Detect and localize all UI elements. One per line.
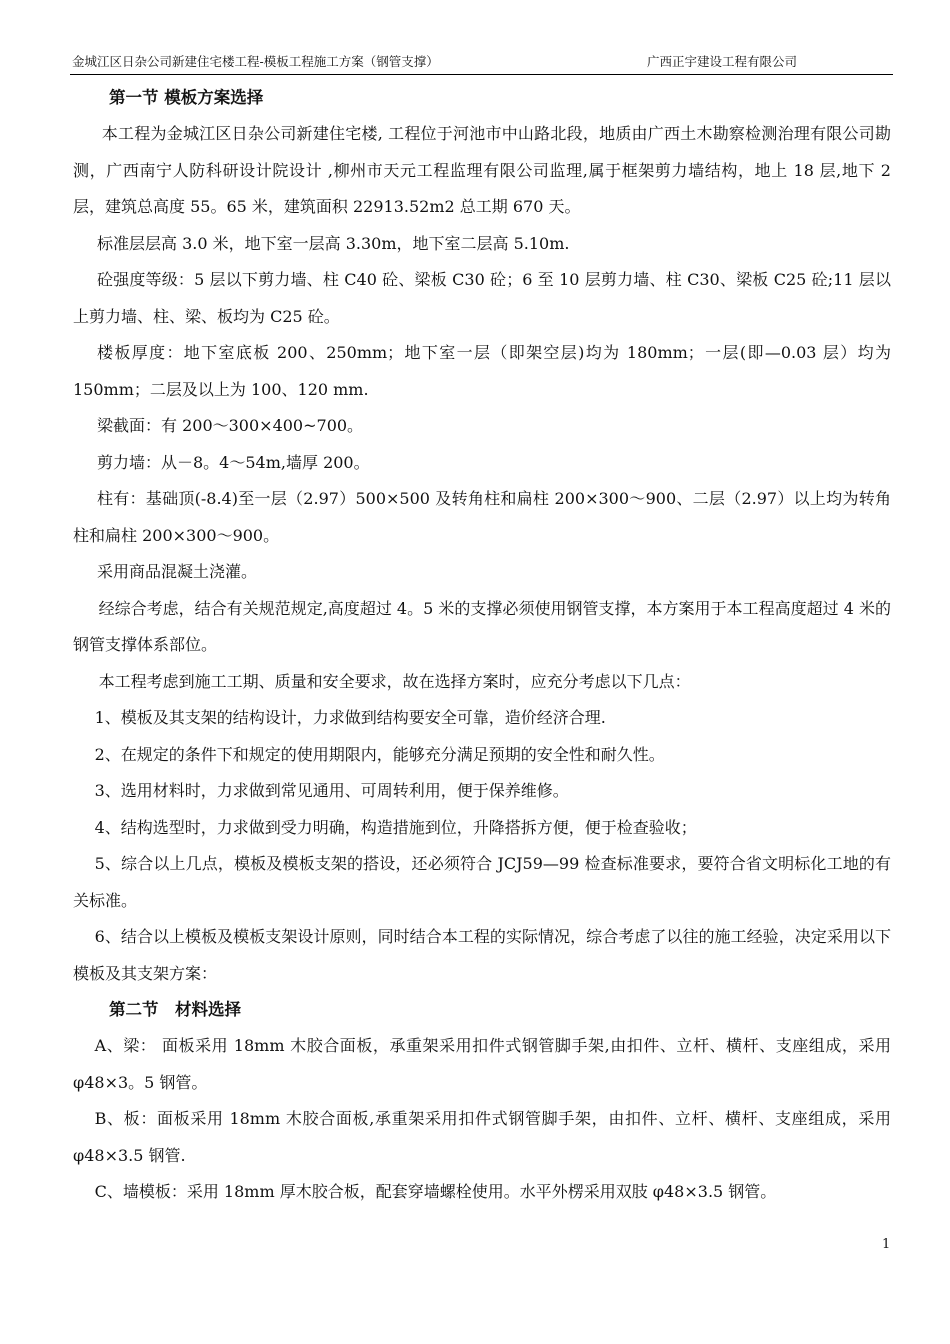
page-number: 1 <box>882 1237 891 1252</box>
list-item-4: 4、结构选型时，力求做到受力明确，构造措施到位，升降搭拆方便，便于检查验收； <box>94 817 697 837</box>
list-item-2: 2、在规定的条件下和规定的使用期限内，能够充分满足预期的安全性和耐久性。 <box>94 744 665 764</box>
page-header <box>70 54 893 75</box>
list-item-6: 6、结合以上模板及模板支架设计原则，同时结合本工程的实际情况，综合考虑了以往的施工经验，决定采用以下模板及其支架方案： <box>73 927 891 983</box>
paragraph-support-height: 经综合考虑，结合有关规范规定,高度超过 4。5 米的支撑必须使用钢管支撑，本方案用于本工程高度超过 4 米的钢管支撑体系部位。 <box>73 598 891 654</box>
paragraph-storey-height: 标准层层高 3.0 米，地下室一层高 3.30m，地下室二层高 5.10m. <box>97 233 570 253</box>
section-1-heading: 第一节 模板方案选择 <box>109 88 264 107</box>
paragraph-wall-formwork: C、墙模板：采用 18mm 厚木胶合板，配套穿墙螺栓使用。水平外楞采用双肢 φ48×3.5 钢管。 <box>94 1182 777 1201</box>
paragraph-concrete-grade: 砼强度等级：5 层以下剪力墙、柱 C40 砼、梁板 C30 砼；6 至 10 层剪力墙、柱 C30、梁板 C25 砼;11 层以上剪力墙、柱、梁、板均为 C25 砼。 <box>73 270 891 326</box>
list-item-1: 1、模板及其支架的结构设计，力求做到结构要安全可靠，造价经济合理. <box>94 708 606 727</box>
list-item-5: 5、综合以上几点，模板及模板支架的搭设，还必须符合 JCJ59—99 检查标准要求，要符合省文明标化工地的有关标准。 <box>73 854 891 910</box>
paragraph-slab-thickness: 楼板厚度：地下室底板 200、250mm；地下室一层（即架空层)均为 180mm；一层(即—0.03 层）均为 150mm；二层及以上为 100、120 mm. <box>73 343 891 399</box>
document-body <box>73 80 891 1211</box>
paragraph-project-overview: 本工程为金城江区日杂公司新建住宅楼, 工程位于河池市中山路北段，地质由广西土木勘察检测治理有限公司勘测，广西南宁人防科研设计院设计 ,柳州市天元工程监理有限公司监理,属于框架剪力墙结构，地上 18 层,地下 2 层，建筑总高度 55。65 米，建筑面积 22913.52m2 总工期 670 天。 <box>73 124 891 216</box>
section-2-heading: 第二节 材料选择 <box>109 1000 241 1019</box>
paragraph-columns: 柱有：基础顶(-8.4)至一层（2.97）500×500 及转角柱和扁柱 200×300～900、二层（2.97）以上均为转角柱和扁柱 200×300～900。 <box>73 489 891 545</box>
paragraph-beam-section: 梁截面：有 200～300×400~700。 <box>97 416 364 435</box>
header-project-title: 金城江区日杂公司新建住宅楼工程-模板工程施工方案（钢管支撑） <box>72 54 439 69</box>
paragraph-slab-material: B、板：面板采用 18mm 木胶合面板,承重架采用扣件式钢管脚手架，由扣件、立杆、横杆、支座组成，采用 φ48×3.5 钢管. <box>73 1109 891 1165</box>
paragraph-considerations-intro: 本工程考虑到施工工期、质量和安全要求，故在选择方案时，应充分考虑以下几点： <box>98 671 691 691</box>
paragraph-shear-wall: 剪力墙：从－8。4～54m,墙厚 200。 <box>97 452 370 472</box>
paragraph-concrete-supply: 采用商品混凝土浇灌。 <box>97 562 258 581</box>
paragraph-beam-material: A、梁： 面板采用 18mm 木胶合面板，承重架采用扣件式钢管脚手架,由扣件、立杆、横杆、支座组成，采用 φ48×3。5 钢管。 <box>73 1036 891 1092</box>
header-company-name: 广西正宇建设工程有限公司 <box>647 54 798 69</box>
list-item-3: 3、选用材料时，力求做到常见通用、可周转利用，便于保养维修。 <box>94 781 569 800</box>
